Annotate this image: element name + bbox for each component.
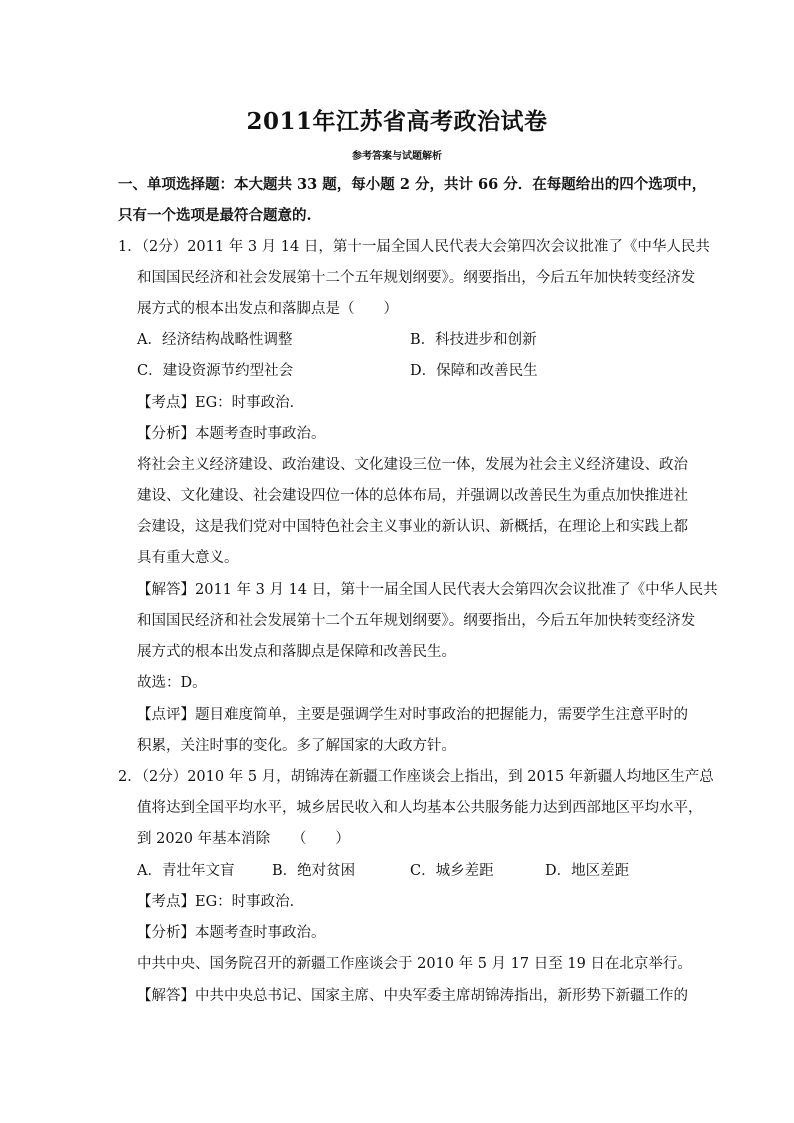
q1-stem-line-2: 和国国民经济和社会发展第十二个五年规划纲要》。纲要指出，今后五年加快转变经济发 (137, 270, 696, 286)
q2-stem-line-1: 2．（2分）2010 年 5 月，胡锦涛在新疆工作座谈会上指出，到 2015 年新疆人均地区生产总 (118, 769, 714, 785)
q2-fenxi: 【分析】本题考查时事政治。 (137, 925, 326, 941)
q2-option-c: C．城乡差距 (410, 863, 494, 879)
q1-kaodian: 【考点】EG：时事政治． (137, 395, 305, 411)
q2-kaodian: 【考点】EG：时事政治． (137, 894, 305, 910)
q1-stem-line-1: 1．（2分）2011 年 3 月 14 日，第十一届全国人民代表大会第四次会议批准了《中华人民共 (118, 239, 710, 255)
q2-option-b: B．绝对贫困 (272, 863, 356, 879)
q1-option-d: D．保障和改善民生 (410, 363, 538, 379)
q1-analysis-line-3: 会建设，这是我们党对中国特色社会主义事业的新认识、新概括，在理论上和实践上都 (137, 519, 688, 535)
q1-analysis-line-2: 建设、文化建设、社会建设四位一体的总体布局，并强调以改善民生为重点加快推进社 (137, 488, 688, 504)
section-heading-line-2: 只有一个选项是最符合题意的. (118, 207, 312, 224)
q1-fenxi: 【分析】本题考查时事政治。 (137, 426, 326, 442)
q2-stem-line-3: 到 2020 年基本消除 （ ） (137, 831, 350, 847)
q1-jieda-line-1: 【解答】2011 年 3 月 14 日，第十一届全国人民代表大会第四次会议批准了《中华人民共 (137, 582, 718, 598)
q1-jieda-line-2: 和国国民经济和社会发展第十二个五年规划纲要》。纲要指出，今后五年加快转变经济发 (137, 613, 696, 629)
q1-jieda-line-3: 展方式的根本出发点和落脚点是保障和改善民生。 (137, 644, 456, 660)
page-subtitle: 参考答案与试题解析 (352, 151, 442, 162)
q2-analysis: 中共中央、国务院召开的新疆工作座谈会于 2010 年 5 月 17 日至 19 日在北京举行。 (137, 956, 692, 972)
q1-dianping-line-1: 【点评】题目难度简单，主要是强调学生对时事政治的把握能力，需要学生注意平时的 (137, 707, 688, 723)
q1-stem-line-3: 展方式的根本出发点和落脚点是（ ） (137, 301, 398, 317)
q1-answer: 故选：D。 (137, 675, 207, 691)
q1-analysis-line-1: 将社会主义经济建设、政治建设、文化建设三位一体，发展为社会主义经济建设、政治 (137, 457, 688, 473)
q1-dianping-line-2: 积累，关注时事的变化。多了解国家的大政方针。 (137, 738, 456, 754)
q2-stem-line-2: 值将达到全国平均水平，城乡居民收入和人均基本公共服务能力达到西部地区平均水平， (137, 800, 703, 816)
q1-option-c: C．建设资源节约型社会 (137, 363, 294, 379)
q1-option-b: B．科技进步和创新 (410, 332, 537, 348)
q1-analysis-line-4: 具有重大意义。 (137, 550, 239, 566)
page-title: 2011年江苏省高考政治试卷 (246, 108, 548, 135)
q2-jieda-line-1: 【解答】中共中央总书记、国家主席、中央军委主席胡锦涛指出，新形势下新疆工作的 (137, 988, 688, 1004)
section-heading-line-1: 一、单项选择题：本大题共 33 题，每小题 2 分，共计 66 分．在每题给出的四个选项中， (118, 176, 707, 193)
q2-option-a: A．青壮年文盲 (137, 863, 235, 879)
q1-option-a: A．经济结构战略性调整 (137, 332, 293, 348)
q2-option-d: D．地区差距 (545, 863, 630, 879)
